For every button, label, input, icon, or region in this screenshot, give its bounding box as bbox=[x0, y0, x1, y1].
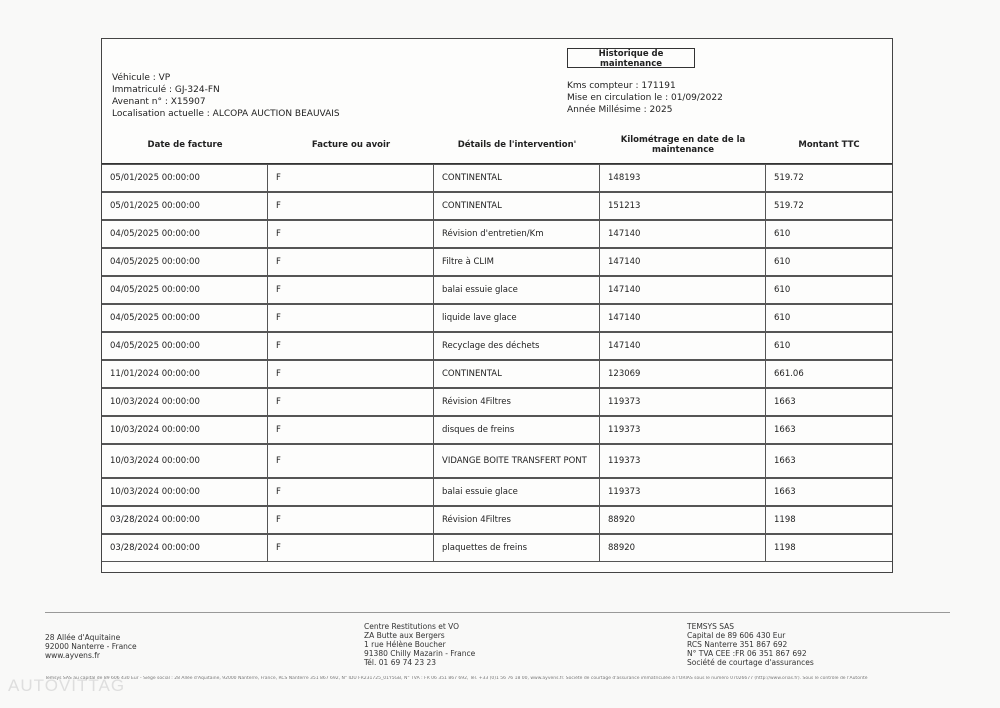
history-title-line2: maintenance bbox=[599, 59, 663, 69]
table-row bbox=[102, 388, 892, 416]
cell-mileage: 147140 bbox=[600, 304, 766, 332]
cell-amount: 610 bbox=[766, 220, 892, 248]
cell-date: 04/05/2025 00:00:00 bbox=[102, 276, 268, 304]
cell-date: 04/05/2025 00:00:00 bbox=[102, 220, 268, 248]
cell-details: balai essuie glace bbox=[434, 478, 600, 506]
cell-details: CONTINENTAL bbox=[434, 192, 600, 220]
watermark: AUTOVITTAG bbox=[8, 676, 126, 695]
header-amount: Montant TTC bbox=[766, 127, 892, 164]
cell-amount: 1663 bbox=[766, 416, 892, 444]
header-date: Date de facture bbox=[102, 127, 268, 164]
footer-right-line: TEMSYS SAS bbox=[687, 622, 735, 631]
cell-details: Révision d'entretien/Km bbox=[434, 220, 600, 248]
cell-details: Révision 4Filtres bbox=[434, 506, 600, 534]
footer-divider bbox=[45, 612, 950, 613]
cell-amount: 519.72 bbox=[766, 164, 892, 192]
header-invoice-type: Facture ou avoir bbox=[268, 127, 434, 164]
cell-date: 04/05/2025 00:00:00 bbox=[102, 248, 268, 276]
cell-invoice-type: F bbox=[268, 276, 434, 304]
cell-amount: 610 bbox=[766, 276, 892, 304]
table-row bbox=[102, 248, 892, 276]
odometer: Kms compteur : 171191 bbox=[567, 81, 676, 91]
cell-date: 03/28/2024 00:00:00 bbox=[102, 506, 268, 534]
cell-invoice-type: F bbox=[268, 164, 434, 192]
vehicle-contract: Avenant n° : X15907 bbox=[112, 97, 206, 107]
table-row bbox=[102, 444, 892, 478]
cell-mileage: 147140 bbox=[600, 276, 766, 304]
cell-amount: 610 bbox=[766, 248, 892, 276]
vehicle-info bbox=[112, 72, 340, 120]
cell-invoice-type: F bbox=[268, 332, 434, 360]
table-row bbox=[102, 332, 892, 360]
table-row bbox=[102, 534, 892, 562]
cell-date: 10/03/2024 00:00:00 bbox=[102, 444, 268, 478]
cell-mileage: 147140 bbox=[600, 220, 766, 248]
table-row bbox=[102, 416, 892, 444]
footer-right-line: Société de courtage d'assurances bbox=[687, 658, 814, 667]
footer-left-line: www.ayvens.fr bbox=[45, 651, 100, 660]
footer-right-line: RCS Nanterre 351 867 692 bbox=[687, 640, 788, 649]
cell-details: Révision 4Filtres bbox=[434, 388, 600, 416]
cell-date: 05/01/2025 00:00:00 bbox=[102, 192, 268, 220]
cell-date: 11/01/2024 00:00:00 bbox=[102, 360, 268, 388]
table-row bbox=[102, 506, 892, 534]
header-mileage: Kilométrage en date de la maintenance bbox=[600, 127, 766, 164]
cell-amount: 610 bbox=[766, 332, 892, 360]
cell-mileage: 119373 bbox=[600, 478, 766, 506]
table-row bbox=[102, 304, 892, 332]
vehicle-location: Localisation actuelle : ALCOPA AUCTION BEAUVAIS bbox=[112, 109, 340, 119]
table-row bbox=[102, 276, 892, 304]
footer-address-left bbox=[45, 633, 137, 660]
cell-details: CONTINENTAL bbox=[434, 164, 600, 192]
table-row bbox=[102, 192, 892, 220]
cell-invoice-type: F bbox=[268, 534, 434, 562]
cell-amount: 1198 bbox=[766, 534, 892, 562]
cell-details: Recyclage des déchets bbox=[434, 332, 600, 360]
footer-company-info bbox=[687, 622, 814, 667]
footer-center-line: 91380 Chilly Mazarin - France bbox=[364, 649, 476, 658]
maintenance-table bbox=[102, 127, 892, 562]
cell-invoice-type: F bbox=[268, 444, 434, 478]
footer-left-line: 92000 Nanterre - France bbox=[45, 642, 137, 651]
cell-invoice-type: F bbox=[268, 478, 434, 506]
footer-address-center bbox=[364, 622, 475, 667]
table-row bbox=[102, 360, 892, 388]
cell-amount: 661.06 bbox=[766, 360, 892, 388]
cell-amount: 1663 bbox=[766, 478, 892, 506]
vehicle-plate: Immatriculé : GJ-324-FN bbox=[112, 85, 220, 95]
history-title-box bbox=[567, 48, 695, 68]
footer-right-line: Capital de 89 606 430 Eur bbox=[687, 631, 786, 640]
cell-mileage: 119373 bbox=[600, 416, 766, 444]
footer-right-line: N° TVA CEE :FR 06 351 867 692 bbox=[687, 649, 807, 658]
maintenance-sheet bbox=[101, 38, 893, 573]
cell-invoice-type: F bbox=[268, 304, 434, 332]
cell-invoice-type: F bbox=[268, 416, 434, 444]
cell-amount: 1198 bbox=[766, 506, 892, 534]
cell-details: plaquettes de freins bbox=[434, 534, 600, 562]
cell-details: VIDANGE BOITE TRANSFERT PONT bbox=[434, 444, 600, 478]
cell-mileage: 147140 bbox=[600, 248, 766, 276]
cell-details: disques de freins bbox=[434, 416, 600, 444]
footer-center-line: 1 rue Hélène Boucher bbox=[364, 640, 446, 649]
table-row bbox=[102, 478, 892, 506]
cell-date: 04/05/2025 00:00:00 bbox=[102, 304, 268, 332]
table-body bbox=[102, 164, 892, 562]
footer-center-line: Centre Restitutions et VO bbox=[364, 622, 460, 631]
cell-details: CONTINENTAL bbox=[434, 360, 600, 388]
cell-date: 10/03/2024 00:00:00 bbox=[102, 416, 268, 444]
cell-invoice-type: F bbox=[268, 248, 434, 276]
cell-details: liquide lave glace bbox=[434, 304, 600, 332]
cell-mileage: 123069 bbox=[600, 360, 766, 388]
cell-mileage: 151213 bbox=[600, 192, 766, 220]
cell-amount: 1663 bbox=[766, 388, 892, 416]
cell-details: balai essuie glace bbox=[434, 276, 600, 304]
table-header-row bbox=[102, 127, 892, 164]
cell-invoice-type: F bbox=[268, 360, 434, 388]
mileage-info bbox=[567, 80, 723, 116]
table-row bbox=[102, 220, 892, 248]
cell-date: 05/01/2025 00:00:00 bbox=[102, 164, 268, 192]
cell-invoice-type: F bbox=[268, 220, 434, 248]
cell-date: 03/28/2024 00:00:00 bbox=[102, 534, 268, 562]
cell-amount: 610 bbox=[766, 304, 892, 332]
first-registration: Mise en circulation le : 01/09/2022 bbox=[567, 93, 723, 103]
cell-date: 04/05/2025 00:00:00 bbox=[102, 332, 268, 360]
cell-mileage: 147140 bbox=[600, 332, 766, 360]
model-year: Année Millésime : 2025 bbox=[567, 105, 673, 115]
cell-details: Filtre à CLIM bbox=[434, 248, 600, 276]
vehicle-type: Véhicule : VP bbox=[112, 73, 171, 83]
history-title-line1: Historique de bbox=[598, 49, 664, 59]
cell-mileage: 88920 bbox=[600, 506, 766, 534]
cell-mileage: 119373 bbox=[600, 388, 766, 416]
cell-mileage: 119373 bbox=[600, 444, 766, 478]
footer-center-line: ZA Butte aux Bergers bbox=[364, 631, 445, 640]
cell-amount: 1663 bbox=[766, 444, 892, 478]
cell-invoice-type: F bbox=[268, 192, 434, 220]
table-row bbox=[102, 164, 892, 192]
legal-notice: Temsys SAS au capital de 89 606 430 Eur - Siège social : 28 Allée d'Aquitaine, 92000 Nanterre, France, RCS Nanterre 351 867 692, N° IDU FR231725_01Y5GB, N° TVA : FR 06 351 867 692, Tél. +33 (0)1 56 76 18 00, www.ayvens.fr. Société de courtage d'assurance immatriculée à l'ORIAS sous le numéro 07026677 (http://www.orias.fr). Sous le contrôle de l'Autorité bbox=[45, 676, 868, 681]
cell-invoice-type: F bbox=[268, 506, 434, 534]
cell-mileage: 88920 bbox=[600, 534, 766, 562]
cell-invoice-type: F bbox=[268, 388, 434, 416]
cell-date: 10/03/2024 00:00:00 bbox=[102, 388, 268, 416]
cell-date: 10/03/2024 00:00:00 bbox=[102, 478, 268, 506]
header-details: Détails de l'intervention' bbox=[434, 127, 600, 164]
cell-mileage: 148193 bbox=[600, 164, 766, 192]
footer-center-line: Tél. 01 69 74 23 23 bbox=[364, 658, 437, 667]
cell-amount: 519.72 bbox=[766, 192, 892, 220]
footer-left-line: 28 Allée d'Aquitaine bbox=[45, 633, 121, 642]
